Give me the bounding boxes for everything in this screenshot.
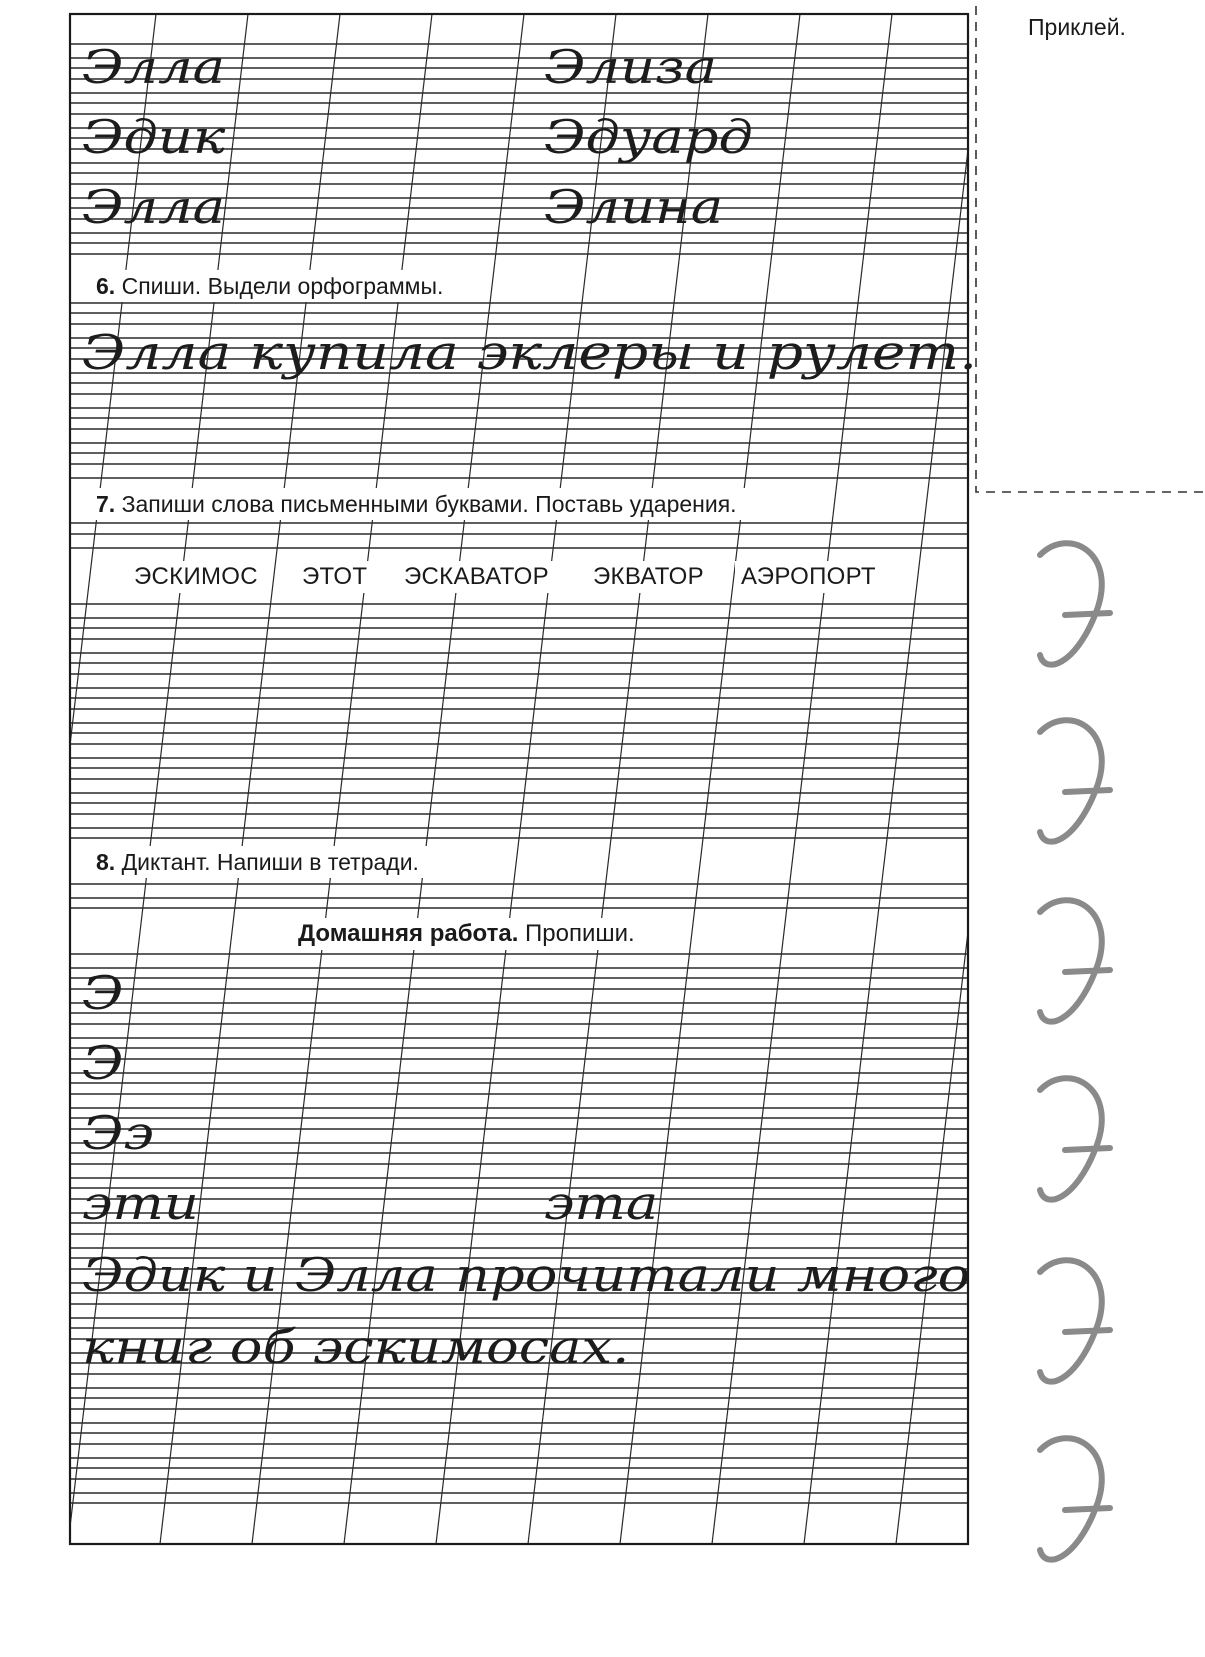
tracing-letter-e-icon xyxy=(1040,1078,1110,1199)
tracing-letter-e-icon xyxy=(1040,1438,1110,1559)
task-instruction: Спиши. Выдели орфограммы. xyxy=(121,273,444,299)
homework-line: эта xyxy=(544,1176,659,1230)
task-7-word: ЭСКАВАТОР xyxy=(398,561,555,593)
task-number: 7. xyxy=(96,491,116,517)
model-word: Элина xyxy=(544,180,724,234)
task-7-word: ЭТОТ xyxy=(296,561,373,593)
tracing-letter-e-icon xyxy=(1040,1260,1110,1381)
homework-heading xyxy=(290,918,643,950)
homework-line: книг об эскимосах. xyxy=(82,1320,630,1374)
model-word: Эдуард xyxy=(544,110,753,164)
paste-area-border xyxy=(976,6,1205,492)
homework-instruction: Пропиши. xyxy=(525,920,635,947)
tracing-letter-e-icon xyxy=(1040,720,1110,841)
model-word: Элиза xyxy=(544,40,718,94)
homework-line: Э xyxy=(82,966,124,1020)
tracing-letter-e-icon xyxy=(1040,543,1110,664)
task-6-sample: Элла купила эклеры и рулет. xyxy=(82,325,978,381)
paste-label: Приклей. xyxy=(1028,14,1126,40)
task-7-word: ЭСКИМОС xyxy=(128,561,264,593)
task-number: 6. xyxy=(96,273,116,299)
task-instruction: Диктант. Напиши в тетради. xyxy=(121,849,419,875)
tracing-letters xyxy=(1040,543,1110,1559)
homework-line: Э xyxy=(82,1036,124,1090)
task-7-heading xyxy=(88,488,745,520)
tracing-letter-e-icon xyxy=(1040,900,1110,1021)
model-word: Эдик xyxy=(82,110,226,164)
homework-line: эти xyxy=(82,1176,199,1230)
model-word: Элла xyxy=(82,40,226,94)
task-8-heading xyxy=(88,846,427,878)
homework-line: Эдик и Элла прочитали много xyxy=(82,1248,971,1302)
model-word: Элла xyxy=(82,180,226,234)
task-6-heading xyxy=(88,270,451,302)
task-7-word: АЭРОПОРТ xyxy=(735,561,882,593)
homework-line: Ээ xyxy=(82,1106,154,1160)
task-7-word: ЭКВАТОР xyxy=(587,561,710,593)
homework-title: Домашняя работа. xyxy=(298,920,519,947)
task-instruction: Запиши слова письменными буквами. Поставь ударения. xyxy=(121,491,737,517)
task-number: 8. xyxy=(96,849,116,875)
